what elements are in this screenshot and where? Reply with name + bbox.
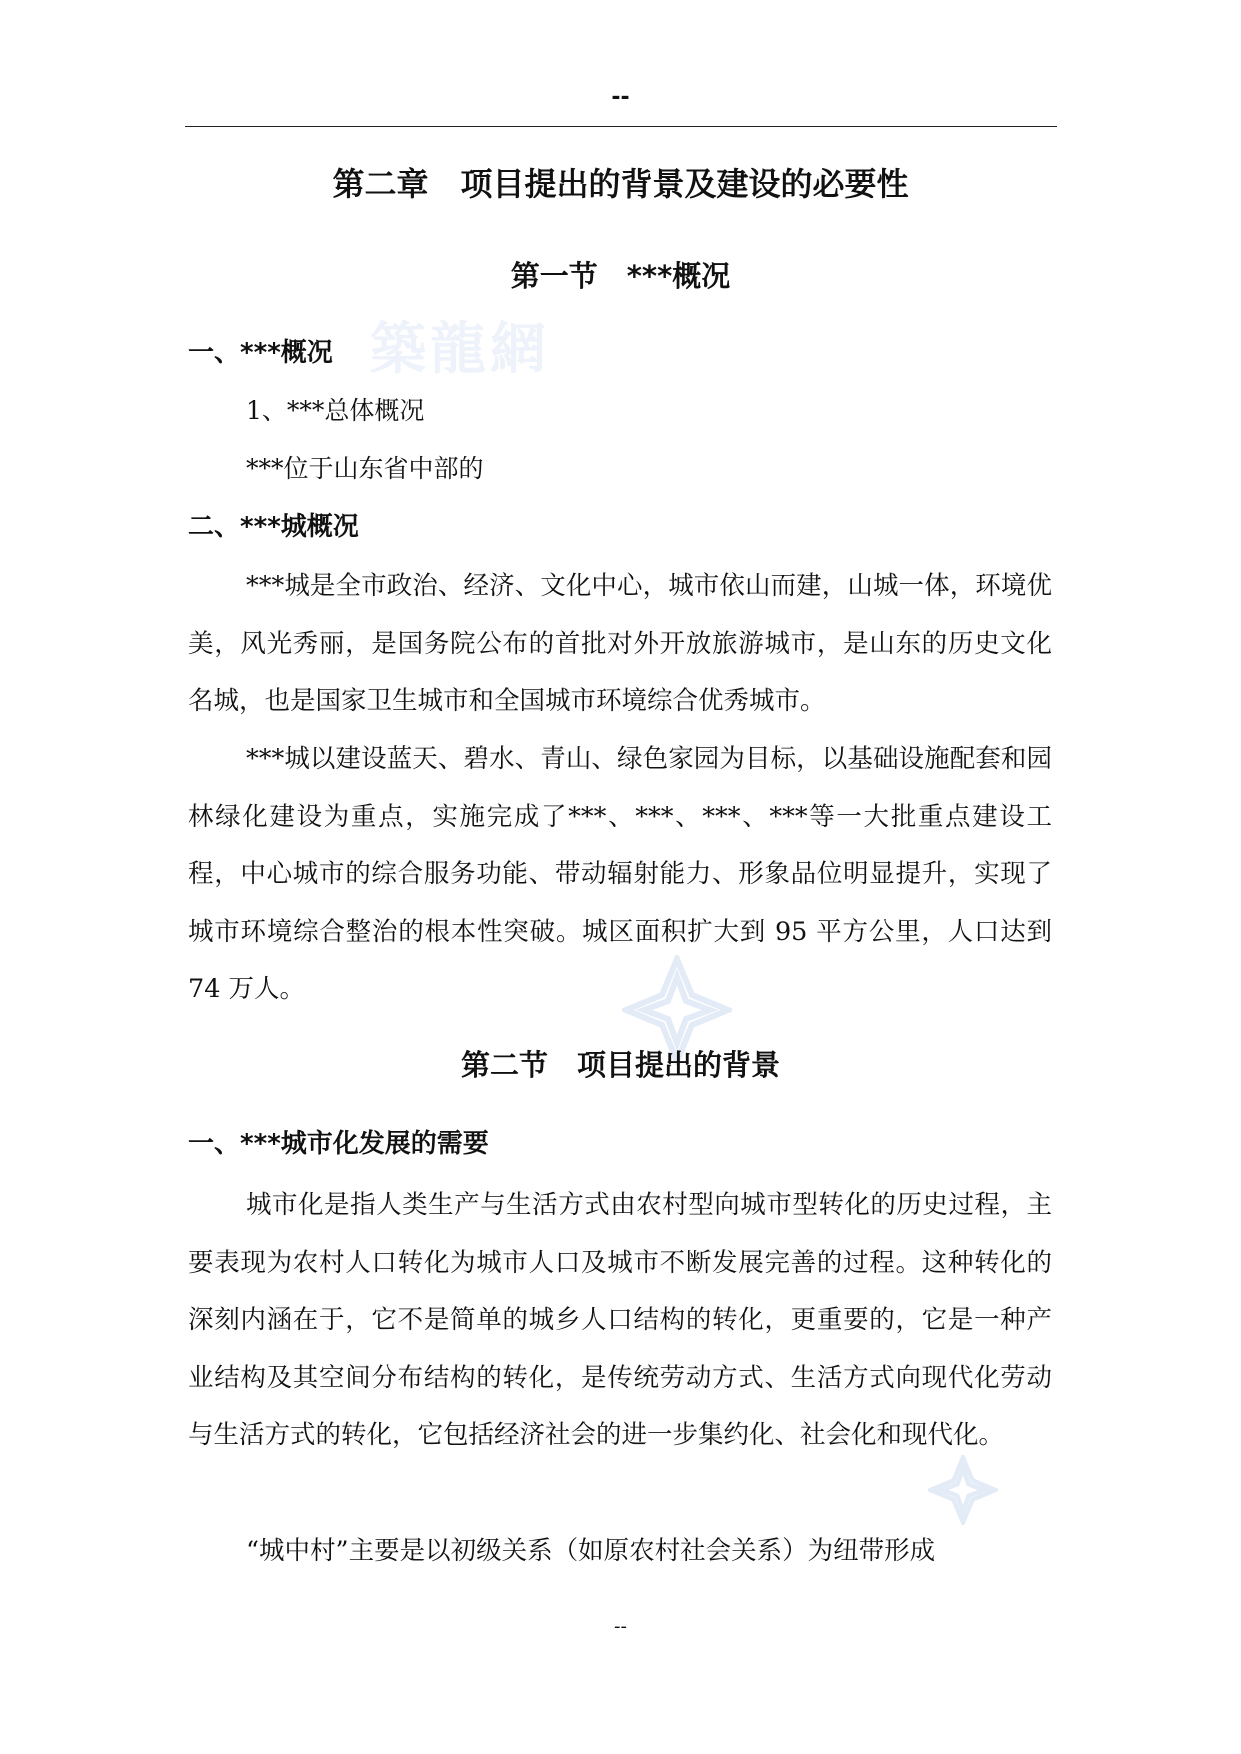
page-header-mark: --	[611, 85, 630, 110]
heading-city-overview: 二、***城概况	[188, 512, 359, 542]
paragraph-city-construction: ***城以建设蓝天、碧水、青山、绿色家园为目标，以基础设施配套和园林绿化建设为重点，实施完成了***、***、***、***等一大批重点建设工程，中心城市的综合服务功能、带动辐射能力、形象品位明显提升，实现了城市环境综合整治的根本性突破。城区面积扩大到 95 平方公里，人口达到 74 万人。	[188, 744, 1052, 1004]
page-footer-mark: --	[614, 1616, 627, 1637]
section-title-1: 第一节 ***概况	[510, 259, 731, 293]
chapter-title: 第二章 项目提出的背景及建设的必要性	[332, 165, 909, 203]
paragraph-urban-village: “城中村”主要是以初级关系（如原农村社会关系）为纽带形成	[246, 1536, 936, 1566]
watermark-text: 築龍網	[370, 316, 550, 382]
item-general-overview: 1、***总体概况	[246, 396, 425, 425]
watermark-flower-icon	[928, 1455, 998, 1525]
paragraph-urbanization: 城市化是指人类生产与生活方式由农村型向城市型转化的历史过程，主要表现为农村人口转化为城市人口及城市不断发展完善的过程。这种转化的深刻内涵在于，它不是简单的城乡人口结构的转化，更重要的，它是一种产业结构及其空间分布结构的转化，是传统劳动方式、生活方式向现代化劳动与生活方式的转化，它包括经济社会的进一步集约化、社会化和现代化。	[188, 1190, 1052, 1450]
heading-overview: 一、***概况	[188, 338, 333, 368]
paragraph-city-intro: ***城是全市政治、经济、文化中心，城市依山而建，山城一体，环境优美，风光秀丽，是国务院公布的首批对外开放旅游城市，是山东的历史文化名城，也是国家卫生城市和全国城市环境综合优秀城市。	[188, 571, 1052, 716]
heading-urbanization: 一、***城市化发展的需要	[188, 1129, 489, 1159]
section-title-2: 第二节 项目提出的背景	[460, 1048, 780, 1082]
line-location: ***位于山东省中部的	[246, 454, 484, 483]
header-rule	[185, 126, 1057, 127]
